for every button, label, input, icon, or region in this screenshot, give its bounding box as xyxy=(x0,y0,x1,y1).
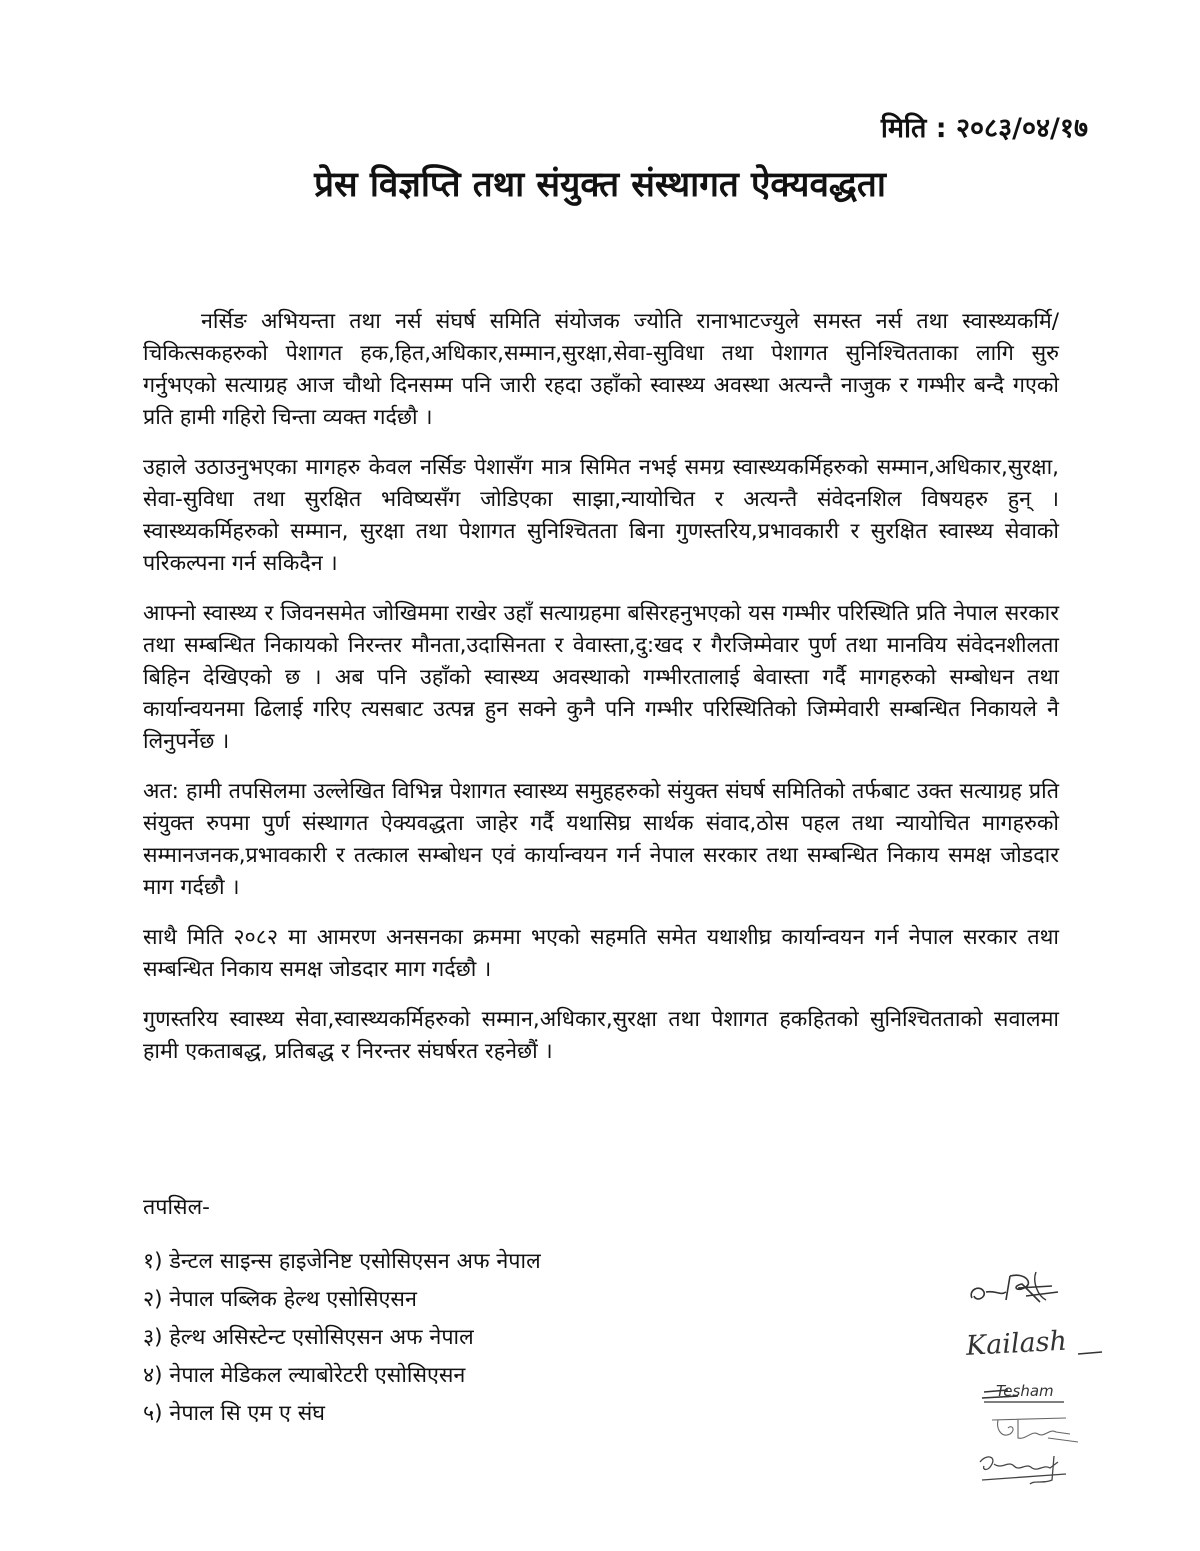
document-body xyxy=(143,306,1059,1086)
document-date: मिति : २०८३/०४/१७ xyxy=(880,113,1088,144)
handwritten-signature-icon xyxy=(966,1262,1076,1312)
paragraph: उहाले उठाउनुभएका मागहरु केवल नर्सिङ पेशासँग मात्र सिमित नभई समग्र स्वास्थ्यकर्मिहरुको सम्मान,अधिकार,सुरक्षा, सेवा-सुविधा तथा सुरक्षित भविष्यसँग जोडिएका साझा,न्यायोचित र अत्यन्तै संवेदनशिल विषयहरु हुन् । स्वास्थ्यकर्मिहरुको सम्मान, सुरक्षा तथा पेशागत सुनिश्चितता बिना गुणस्तरिय,प्रभावकारी र सुरक्षित स्वास्थ्य सेवाको परिकल्पना गर्न सकिदैन । xyxy=(143,455,1059,576)
annex-heading: तपसिल- xyxy=(143,1195,210,1220)
signature-3 xyxy=(978,1372,1088,1410)
list-item: ३) हेल्थ असिस्टेन्ट एसोसिएसन अफ नेपाल xyxy=(143,1325,474,1350)
list-item: २) नेपाल पब्लिक हेल्थ एसोसिएसन xyxy=(143,1287,417,1312)
list-item: ४) नेपाल मेडिकल ल्याबोरेटरी एसोसिएसन xyxy=(143,1363,466,1388)
handwritten-signature-icon xyxy=(962,1320,1112,1364)
list-item: १) डेन्टल साइन्स हाइजेनिष्ट एसोसिएसन अफ नेपाल xyxy=(143,1249,541,1274)
organization-list xyxy=(143,1243,541,1433)
signature-block xyxy=(948,1262,1118,1492)
svg-text:Tesham: Tesham xyxy=(996,1382,1054,1400)
paragraph: गुणस्तरिय स्वास्थ्य सेवा,स्वास्थ्यकर्मिहरुको सम्मान,अधिकार,सुरक्षा तथा पेशागत हकहितको सुनिश्चितताको सवालमा हामी एकताबद्ध, प्रतिबद्ध र निरन्तर संघर्षरत रहनेछौं । xyxy=(143,1007,1059,1064)
signature-2 xyxy=(962,1320,1112,1364)
signature-4 xyxy=(988,1412,1088,1448)
paragraph: नर्सिङ अभियन्ता तथा नर्स संघर्ष समिति संयोजक ज्योति रानाभाटज्युले समस्त नर्स तथा स्वास्थ्यकर्मि/चिकित्सकहरुको पेशागत हक,हित,अधिकार,सम्मान,सुरक्षा,सेवा-सुविधा तथा पेशागत सुनिश्चितताका लागि सुरु गर्नुभएको सत्याग्रह आज चौथो दिनसम्म पनि जारी रहदा उहाँको स्वास्थ्य अवस्था अत्यन्तै नाजुक र गम्भीर बन्दै गएको प्रति हामी गहिरो चिन्ता व्यक्त गर्दछौ । xyxy=(143,309,1059,430)
paragraph: अत: हामी तपसिलमा उल्लेखित विभिन्न पेशागत स्वास्थ्य समुहहरुको संयुक्त संघर्ष समितिको तर्फबाट उक्त सत्याग्रह प्रति संयुक्त रुपमा पुर्ण संस्थागत ऐक्यवद्धता जाहेर गर्दै यथासिघ्र सार्थक संवाद,ठोस पहल तथा न्यायोचित मागहरुको सम्मानजनक,प्रभावकारी र तत्काल सम्बोधन एवं कार्यान्वयन गर्न नेपाल सरकार तथा सम्बन्धित निकाय समक्ष जोडदार माग गर्दछौ । xyxy=(143,779,1059,900)
paragraph: आफ्नो स्वास्थ्य र जिवनसमेत जोखिममा राखेर उहाँ सत्याग्रहमा बसिरहनुभएको यस गम्भीर परिस्थिति प्रति नेपाल सरकार तथा सम्बन्धित निकायको निरन्तर मौनता,उदासिनता र वेवास्ता,दु:खद र गैरजिम्मेवार पुर्ण तथा मानविय संवेदनशीलता बिहिन देखिएको छ । अब पनि उहाँको स्वास्थ्य अवस्थाको गम्भीरतालाई बेवास्ता गर्दै मागहरुको सम्बोधन तथा कार्यान्वयनमा ढिलाई गरिए त्यसबाट उत्पन्न हुन सक्ने कुनै पनि गम्भीर परिस्थितिको जिम्मेवारी सम्बन्धित निकायले नै लिनुपर्नेछ । xyxy=(143,601,1059,754)
paragraph: साथै मिति २०८२ मा आमरण अनसनका क्रममा भएको सहमति समेत यथाशीघ्र कार्यान्वयन गर्न नेपाल सरकार तथा सम्बन्धित निकाय समक्ष जोडदार माग गर्दछौ । xyxy=(143,925,1059,982)
signature-5 xyxy=(974,1450,1084,1490)
handwritten-signature-icon xyxy=(988,1412,1088,1448)
document-title: प्रेस विज्ञप्ति तथा संयुक्त संस्थागत ऐक्यवद्धता xyxy=(314,165,886,205)
signature-1 xyxy=(966,1262,1076,1312)
svg-text:Kailash: Kailash xyxy=(965,1325,1068,1362)
list-item: ५) नेपाल सि एम ए संघ xyxy=(143,1401,326,1426)
handwritten-signature-icon xyxy=(974,1450,1084,1490)
handwritten-signature-icon xyxy=(978,1372,1088,1410)
